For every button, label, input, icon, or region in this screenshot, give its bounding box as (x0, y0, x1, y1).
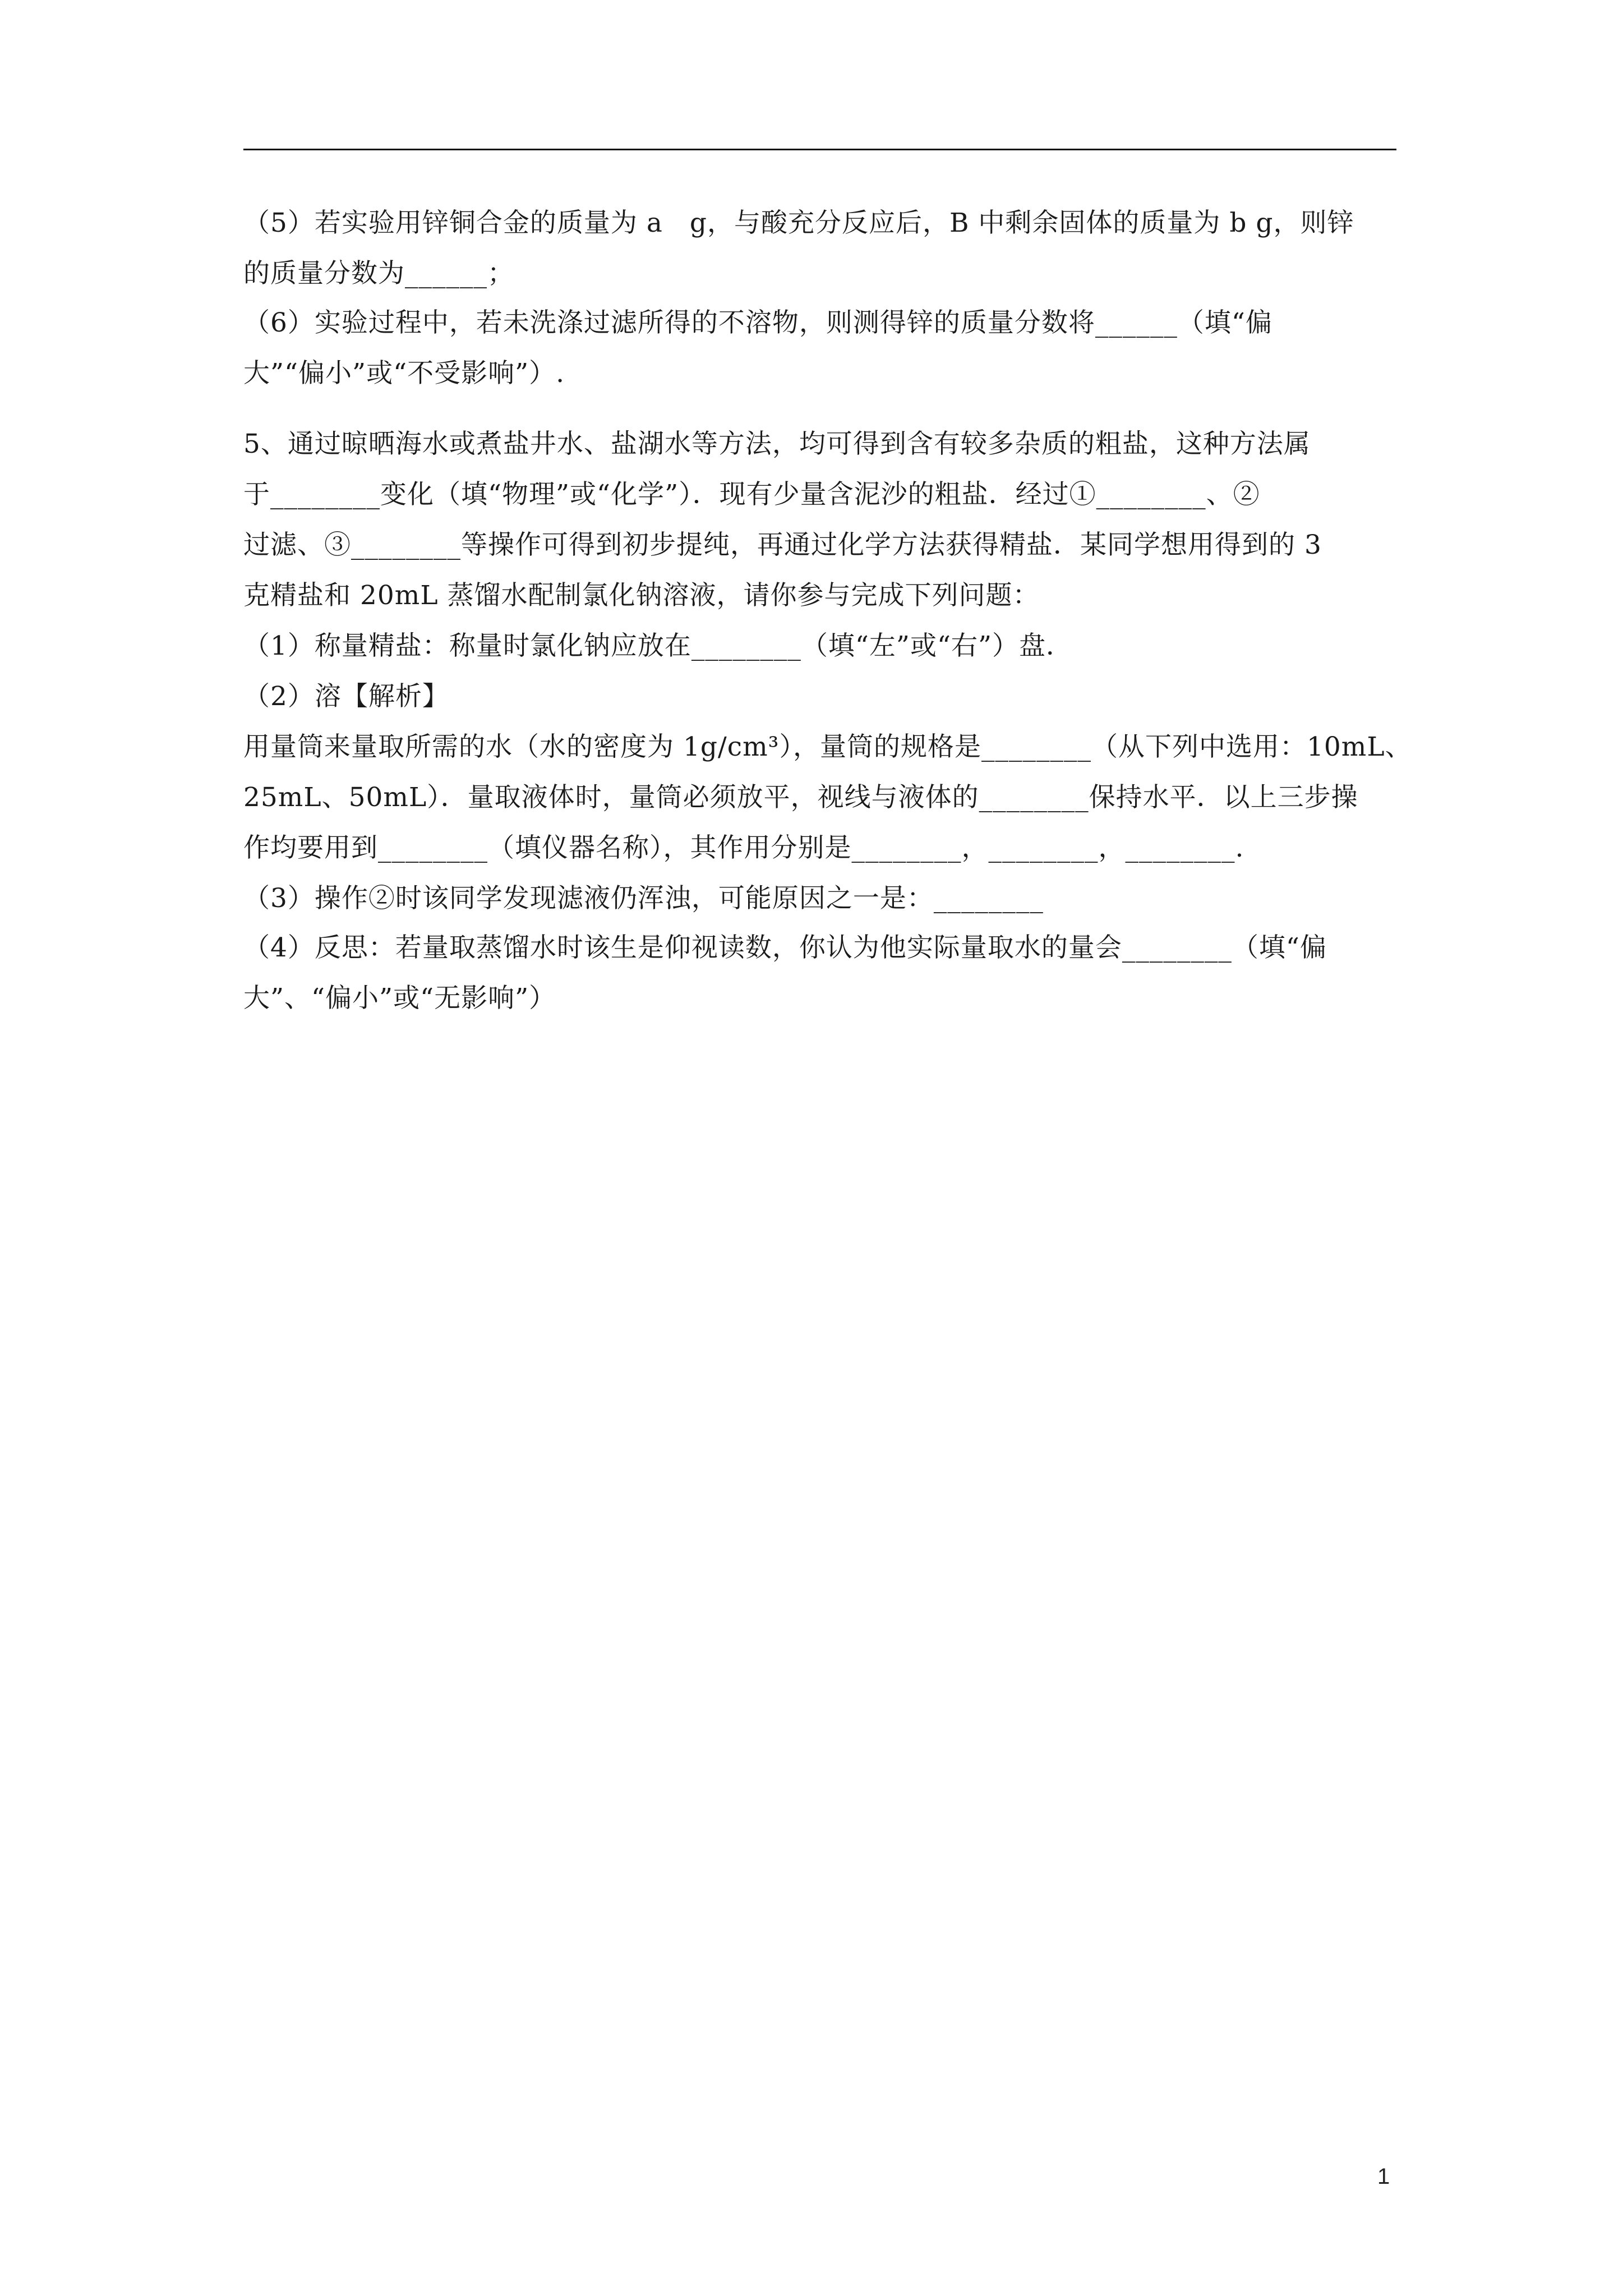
q5-part-2-heading: （2）溶【解析】 (243, 681, 449, 712)
q5-intro-line-2: 于________变化（填“物理”或“化学”）．现有少量含泥沙的粗盐．经过①________、② (243, 479, 1260, 510)
q5-part-4-line-2: 大”、“偏小”或“无影响”） (243, 983, 556, 1014)
page-number: 1 (1377, 2164, 1390, 2189)
q5-intro-line-4: 克精盐和 20mL 蒸馏水配制氯化钠溶液，请你参与完成下列问题： (243, 580, 1040, 611)
q4-item-5-line-2: 的质量分数为______； (243, 258, 514, 289)
q5-intro-line-1: 5、通过晾晒海水或煮盐井水、盐湖水等方法，均可得到含有较多杂质的粗盐，这种方法属 (243, 429, 1311, 459)
q5-part-2-line-1: 用量筒来量取所需的水（水的密度为 1g/cm³），量筒的规格是________（从下列中选用：10mL、 (243, 731, 1412, 762)
q4-item-5-line-1: （5）若实验用锌铜合金的质量为 a g，与酸充分反应后，B 中剩余固体的质量为 b g，则锌 (243, 208, 1354, 238)
q4-item-6-line-2: 大”“偏小”或“不受影响”）. (243, 358, 565, 389)
q5-part-3: （3）操作②时该同学发现滤液仍浑浊，可能原因之一是：________ (243, 883, 1044, 914)
header-rule (243, 149, 1396, 150)
q4-item-6-line-1: （6）实验过程中，若未洗涤过滤所得的不溶物，则测得锌的质量分数将______（填“偏 (243, 307, 1272, 338)
q5-part-2-line-3: 作均要用到________（填仪器名称），其作用分别是________，________，________. (243, 832, 1244, 863)
q5-part-2-line-2: 25mL、50mL）．量取液体时，量筒必须放平，视线与液体的________保持水平．以上三步操 (243, 782, 1358, 813)
q5-intro-line-3: 过滤、③________等操作可得到初步提纯，再通过化学方法获得精盐．某同学想用得到的 3 (243, 530, 1322, 560)
q5-part-1: （1）称量精盐：称量时氯化钠应放在________（填“左”或“右”）盘． (243, 631, 1073, 661)
q5-part-4-line-1: （4）反思：若量取蒸馏水时该生是仰视读数，你认为他实际量取水的量会________（填“偏 (243, 932, 1327, 963)
